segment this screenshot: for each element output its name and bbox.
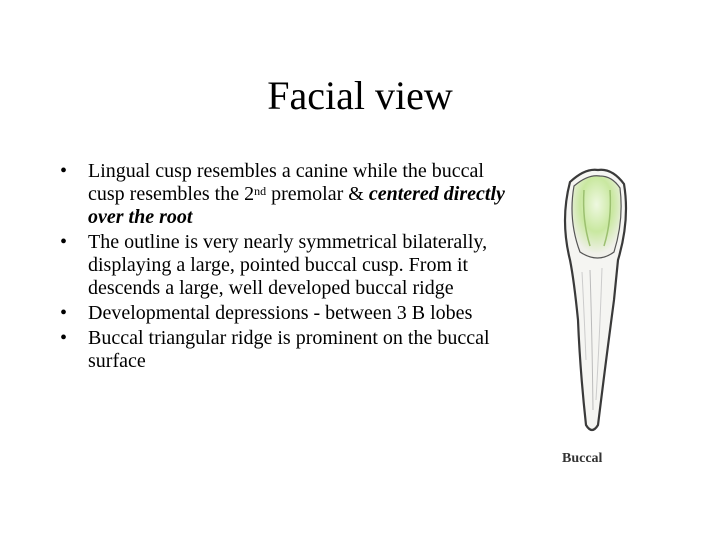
bullet-item: • Lingual cusp resembles a canine while the buccal cusp resembles the 2nd premolar & centered directly over the root	[60, 160, 505, 228]
tooth-premolar-illustration-icon	[540, 160, 640, 470]
figure-caption: Buccal	[562, 451, 603, 466]
bullet-dot: •	[60, 231, 68, 253]
bullet-dot: •	[60, 327, 68, 349]
superscript: nd	[254, 184, 267, 198]
bullet-item: • Developmental depressions - between 3 B lobes	[60, 302, 473, 324]
bullet-item: • Buccal triangular ridge is prominent on the buccal surface	[60, 327, 490, 372]
bullet-dot: •	[60, 302, 68, 324]
bullet-list	[60, 160, 510, 375]
slide-title: Facial view	[267, 73, 453, 118]
emphasis-text: centered directly over the root	[88, 183, 505, 228]
bullet-item: • The outline is very nearly symmetrical bilaterally, displaying a large, pointed buccal cusp. From it descends a large, well developed buccal ridge	[60, 231, 488, 299]
tooth-figure	[540, 160, 640, 470]
bullet-dot: •	[60, 160, 68, 182]
